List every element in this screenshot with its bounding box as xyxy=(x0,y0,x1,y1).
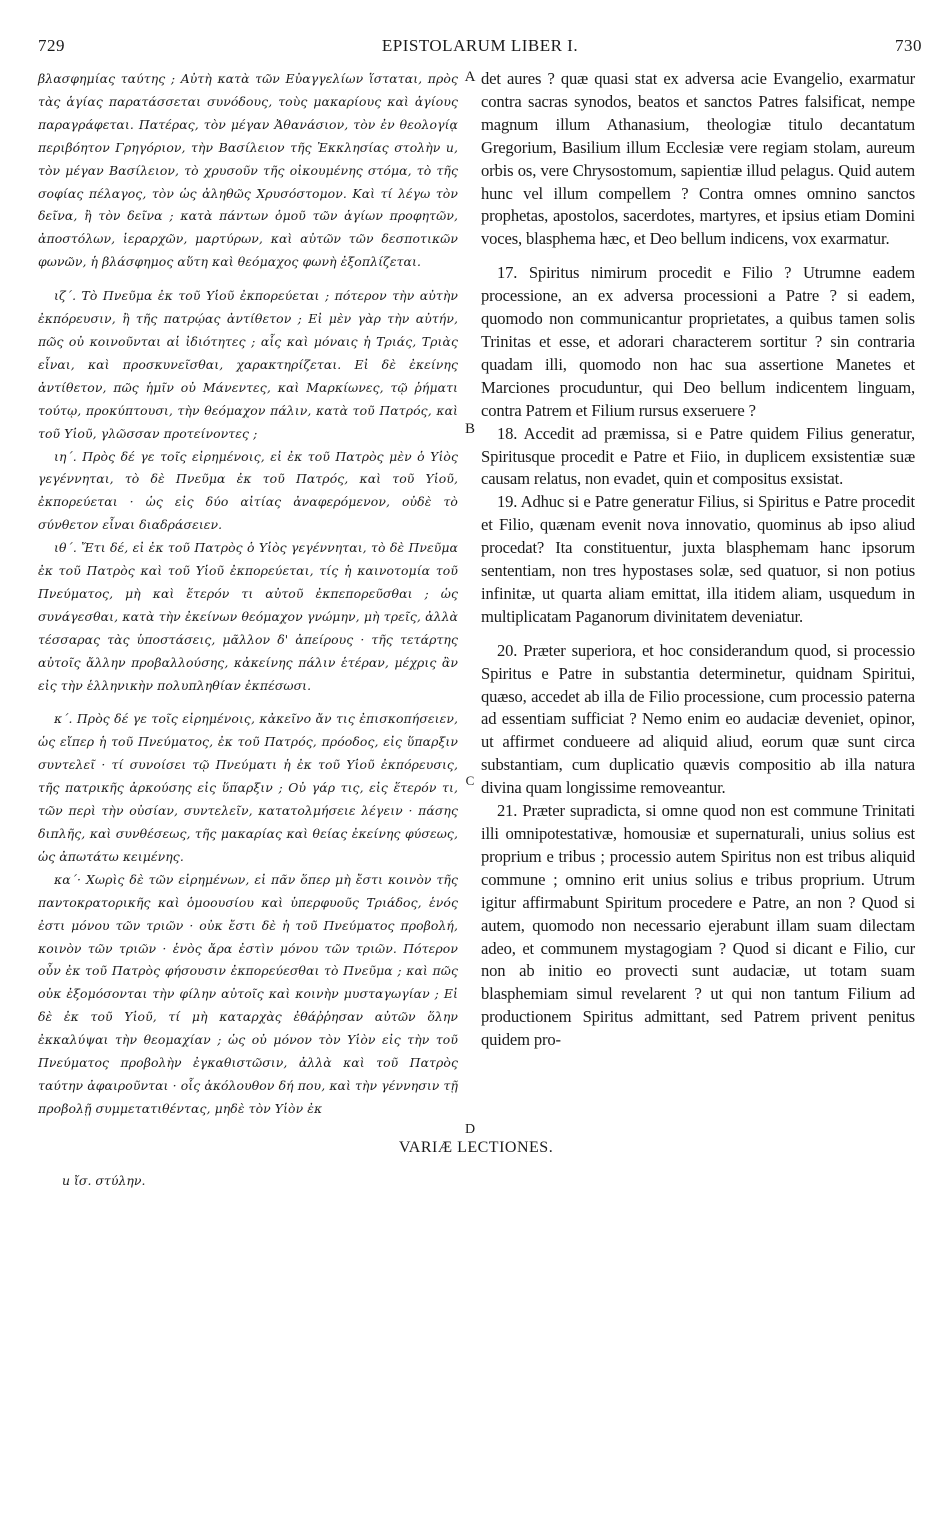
running-title: EPISTOLARUM LIBER I. xyxy=(381,36,579,55)
latin-paragraph-intro: det aures ? quæ quasi stat ex adversa acie Evangelio, exarmatur contra sacras synodos, beatos et sanctos Patres falsificat, nempe magnum illum Athanasium, theologiæ titulo decantatum Gregorium, Basilium illum Ecclesiæ vere regiam stolam, aureum orbis os, vere Chrysostomum, sapientiæ illud pelagus. Quid autem hunc vel illum compellem ? Contra omnes omnino sanctos prophetas, apostolos, sacerdotes, martyres, et ipsius etiam Domini voces, blasphema hæc, et Deo bellum indicens, vox exarmatur. xyxy=(481,69,915,249)
latin-column xyxy=(481,68,915,1052)
page-header xyxy=(38,36,922,60)
latin-paragraph-20: 20. Præter superiora, et hoc considerandum quod, si processio Spiritus e Patre in substantia determinetur, quidnam Spiritui, quæso, accedet ab illa de Filio processione, cum processio paterna ad essentiam sufficiat ? Nemo enim eo audaciæ deveniet, opinor, ut affirmet condueere ad aliquid aliud, eorum quæ sunt circa substantiam, cum duplicatio quævis compositio ab illa natura divina quam longissime removeantur. xyxy=(481,640,915,798)
variant-reading-footnote: u ἴσ. στύλην. xyxy=(62,1173,146,1188)
margin-marker-b: B xyxy=(464,421,475,437)
greek-paragraph-intro: βλασφημίας ταύτης ; Αὐτὴ κατὰ τῶν Εὐαγγελίων ἵσταται, πρὸς τὰς ἁγίας παρατάσσεται συνόδους, τοὺς μακαρίους καὶ ἁγίους παραγράφεται. Πατέρας, τὸν μέγαν Ἀθανάσιον, τὸν ἐν θεολογίᾳ περιβόητον Γρηγόριον, τὴν Βασίλειον τῆς Ἐκκλησίας στολὴν u, τὸν μέγαν Βασίλειον, τὸ χρυσοῦν τῆς οἰκουμένης στόμα, τὸ τῆς σοφίας πέλαγος, τὸν ὡς ἀληθῶς Χρυσόστομον. Καὶ τί λέγω τὸν δεῖνα, ἢ τὸν δεῖνα ; κατὰ πάντων ὁμοῦ τῶν ἁγίων προφητῶν, ἀποστόλων, ἱεραρχῶν, μαρτύρων, καὶ αὐτῶν τῶν δεσποτικῶν φωνῶν, ἡ βλάσφημος αὕτη καὶ θεόμαχος φωνὴ ἐξοπλίζεται. xyxy=(38,71,458,270)
greek-paragraph-19: ιθ΄. Ἔτι δέ, εἰ ἐκ τοῦ Πατρὸς ὁ Υἱὸς γεγέννηται, τὸ δὲ Πνεῦμα ἐκ τοῦ Πατρὸς καὶ τοῦ Υἱοῦ ἐκπορεύεται, τίς ἡ καινοτομία τοῦ Πνεύματος, μὴ καὶ ἕτερόν τι αὐτοῦ ἐκπεπορεῦσθαι ; ὡς συνάγεσθαι, κατὰ τὴν ἐκείνων θεόμαχον γνώμην, μὴ τρεῖς, ἀλλὰ τέσσαρας τὰς ὑποστάσεις, μᾶλλον δ' ἀπείρους · τῆς τετάρτης αὐτοῖς ἄλλην προβαλλούσης, κἀκείνης πάλιν ἑτέραν, μέχρις ἂν εἰς τὴν ἑλληνικὴν πολυπληθίαν ἐκπέσωσι. xyxy=(38,540,458,693)
latin-paragraph-17: 17. Spiritus nimirum procedit e Filio ? Utrumne eadem processione, an ex adversa processioni a Patre ? si eadem, quomodo non communicantur proprietates, a quibus tamen solis Trinitas et esse, et adorari characterem sortitur ? sin contraria quadam illi, quomodo non hac sua assertione Manetes et Marciones procuduntur, qui Deo bellum indicentem linguam, contra Patrem et Filium rursus exseruere ? xyxy=(481,263,915,420)
variae-lectiones-heading: VARIÆ LECTIONES. xyxy=(398,1139,554,1156)
latin-paragraph-19: 19. Adhuc si e Patre generatur Filius, si Spiritus e Patre procedit et Filio, quænam evenit nova innovatio, quominus ab ipso aliud procedat? Ita constituentur, juxta blasphemam hanc ipsorum sententiam, non tres hypostases solæ, sed quatuor, si non potius infinitæ, ut quarta aliam emittat, illa itidem aliam, usquedum in multiplicatam Paganorum divinitatem deveniatur. xyxy=(481,492,915,626)
margin-marker-c: C xyxy=(465,773,475,788)
page-number-right: 730 xyxy=(895,36,922,55)
greek-column xyxy=(38,68,458,1121)
page-number-left: 729 xyxy=(38,36,65,55)
greek-paragraph-20: κ΄. Πρὸς δέ γε τοῖς εἰρημένοις, κἀκεῖνο ἄν τις ἐπισκοπήσειεν, ὡς εἴπερ ἡ τοῦ Πνεύματος, ἐκ τοῦ Πατρός, πρόοδος, εἰς ὕπαρξιν συντελεῖ · τί συνοίσει τῷ Πνεύματι ἡ ἐκ τοῦ Υἱοῦ ἐκπόρευσις, τῆς πατρικῆς ἀρκούσης εἰς ὕπαρξιν ; Οὐ γάρ τις, εἰς ἕτερόν τι, τῶν περὶ τὴν οὐσίαν, συντελεῖν, κατατολμήσειε λέγειν · πάσης διπλῆς, καὶ συνθέσεως, τῆς μακαρίας καὶ θείας ἐκείνης φύσεως, ὡς ἀπωτάτω κειμένης. xyxy=(38,711,458,864)
latin-paragraph-18: 18. Accedit ad præmissa, si e Patre quidem Filius generatur, Spiritusque procedit e Patre et Fiio, in duplicem exsistentiæ suæ causam relatus, non evadet, quin et compositus exsistat. xyxy=(481,423,915,489)
greek-paragraph-17: ιζ΄. Τὸ Πνεῦμα ἐκ τοῦ Υἱοῦ ἐκπορεύεται ; πότερον τὴν αὐτὴν ἐκπόρευσιν, ἢ τῆς πατρῴας ἀντίθετον ; Εἰ μὲν γὰρ τὴν αὐτήν, πῶς οὐ κοινοῦνται αἱ ἰδιότητες ; αἷς καὶ μόναις ἡ Τριάς, Τριὰς εἶναι, καὶ προσκυνεῖσθαι, χαρακτηρίζεται. Εἰ δὲ ἐκείνης ἀντίθετον, πῶς ἡμῖν οὐ Μάνεντες, καὶ Μαρκίωνες, τῷ ῥήματι τούτῳ, προκύπτουσι, τὴν θεόμαχον πάλιν, κατὰ τοῦ Πατρός, καὶ τοῦ Υἱοῦ, γλῶσσαν προτείνοντες ; xyxy=(38,288,458,441)
greek-paragraph-18: ιη΄. Πρὸς δέ γε τοῖς εἰρημένοις, εἰ ἐκ τοῦ Πατρὸς μὲν ὁ Υἱὸς γεγέννηται, τὸ δὲ Πνεῦμα ἐκ τοῦ Πατρός, καὶ τοῦ Υἱοῦ, ἐκπορεύεται · ὡς εἰς δύο αἰτίας ἀναφερόμενον, οὐδὲ τὸ σύνθετον εἶναι διαδράσειεν. xyxy=(38,448,458,533)
margin-marker-d: D xyxy=(464,1122,476,1137)
latin-paragraph-21: 21. Præter supradicta, si omne quod non est commune Trinitati illi omnipotestativæ, homousiæ et supernaturali, unius solius est proprium e tribus ; processio autem Spiritus non est tribus aliquid commune ; omnino erit unius solius e tribus proprium. Utrum igitur affirmabunt Spiritum procedere e Patre, an non ? Quod si autem, quomodo non necessario ejerabunt illam suam dilectam adeo, et communem mystagogiam ? Quod si dicant e Filio, cur non ab initio eo provecti sunt audaciæ, ut totam suam blasphemiam simul revelarent ? ut qui non tantum Filium ad productionem Spiritus admittant, sed Patrem privent penitus quidem pro- xyxy=(481,801,915,1050)
margin-marker-a: A xyxy=(464,69,476,85)
greek-paragraph-21: κα΄· Χωρὶς δὲ τῶν εἰρημένων, εἰ πᾶν ὅπερ μὴ ἔστι κοινὸν τῆς παντοκρατορικῆς καὶ ὁμοουσίου καὶ ὑπερφυοῦς Τριάδος, ἑνός ἐστι μόνου τῶν τριῶν · οὐκ ἔστι δὲ ἡ τοῦ Πνεύματος προβολή, κοινὸν τῶν τριῶν · ἑνὸς ἄρα ἐστὶν μόνου τῶν τριῶν. Πότερον οὖν ἐκ τοῦ Πατρὸς φήσουσιν ἐκπορεύεσθαι τὸ Πνεῦμα ; καὶ πῶς οὐκ ἐξομόσονται τὴν φίλην αὐτοῖς καὶ κοινὴν μυσταγωγίαν ; Εἰ δὲ ἐκ τοῦ Υἱοῦ, τί μὴ καταρχὰς ἐθάῤῥησαν αὐτῶν ὅλην ἐκκαλύψαι τὴν θεομαχίαν ; ὡς οὐ μόνον τὸν Υἱὸν εἰς τὴν τοῦ Πνεύματος προβολὴν ἐγκαθιστῶσιν, ἀλλὰ καὶ τοῦ Πατρὸς ταύτην ἀφαιροῦνται · οἷς ἀκόλουθον δή που, καὶ τὴν γέννησιν τῇ προβολῇ συμμετατιθέντας, μηδὲ τὸν Υἱὸν ἐκ xyxy=(38,871,458,1116)
